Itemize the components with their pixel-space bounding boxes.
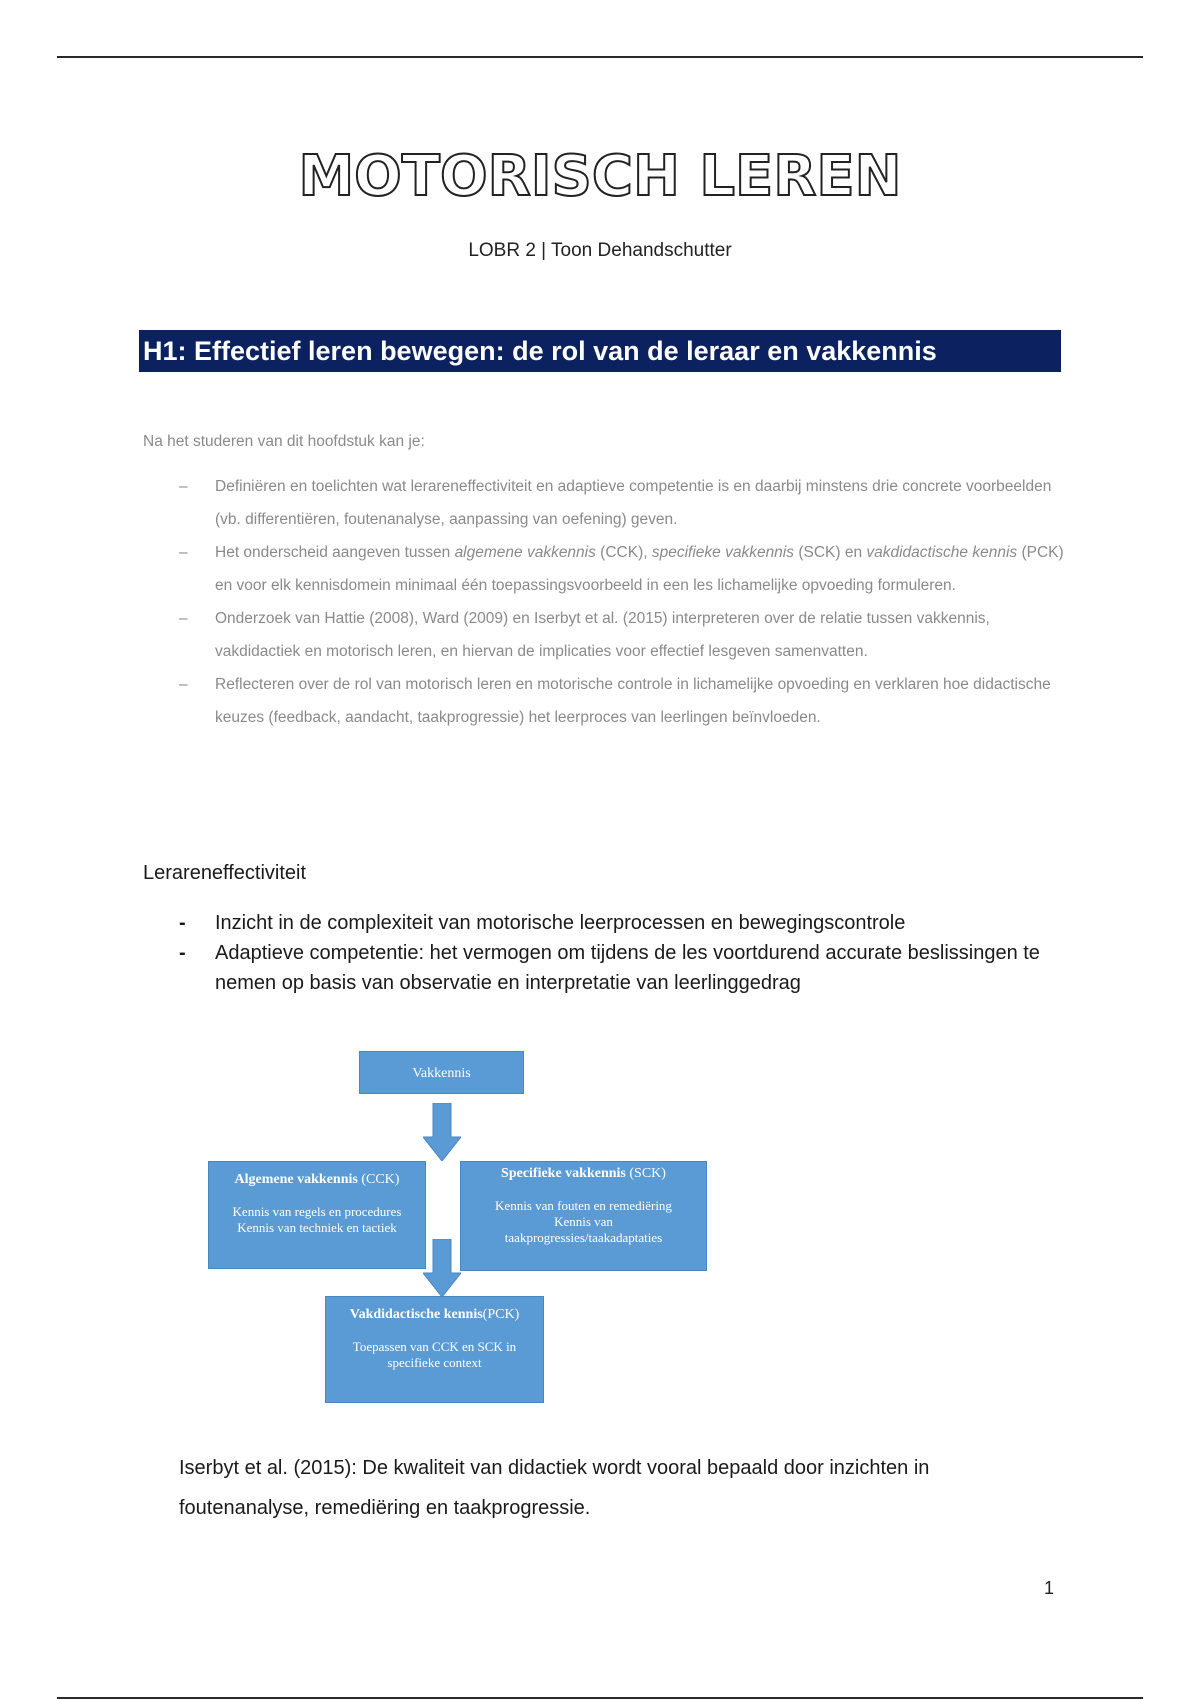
objective-emphasis: vakdidactische kennis bbox=[866, 544, 1018, 561]
top-rule bbox=[57, 56, 1143, 58]
objective-text: Reflecteren over de rol van motorisch leren en motorische controle in lichamelijke opvoeding en verklaren hoe didactische keuzes (feedback, aandacht, taakprogressie) het leerproces van leerlingen beïnvloeden. bbox=[215, 676, 1051, 726]
objectives-intro: Na het studeren van dit hoofdstuk kan je: bbox=[143, 433, 425, 450]
diagram-box-cck bbox=[208, 1161, 426, 1269]
down-arrow-icon bbox=[423, 1103, 461, 1161]
objective-emphasis: algemene vakkennis bbox=[454, 544, 596, 561]
document-title: MOTORISCH LEREN bbox=[298, 144, 902, 209]
list-item bbox=[143, 938, 1063, 998]
diagram-box-title: Specifieke vakkennis (SCK) bbox=[501, 1166, 666, 1181]
diagram-box-pck bbox=[325, 1296, 544, 1403]
objective-item bbox=[143, 668, 1073, 734]
objective-emphasis: specifieke vakkennis bbox=[651, 544, 795, 561]
diagram-box-vakkennis: Vakkennis bbox=[359, 1051, 524, 1094]
objective-item bbox=[143, 536, 1073, 602]
conclusion-line: Iserbyt et al. (2015): De kwaliteit van didactiek wordt vooral bepaald door inzichten in bbox=[179, 1457, 930, 1479]
list-item-text: Inzicht in de complexiteit van motorische leerprocessen en bewegingscontrole bbox=[215, 912, 906, 934]
objective-text: Definiëren en toelichten wat lerareneffectiviteit en adaptieve competentie is en daarbij minstens drie concrete voorbeelden (vb. differentiëren, foutenanalyse, aanpassing van oefening) geven. bbox=[215, 478, 1052, 528]
page-number: 1 bbox=[1044, 1578, 1055, 1598]
diagram-box-line: Kennis van techniek en tactiek bbox=[237, 1220, 397, 1235]
diagram-box-title: Vakdidactische kennis(PCK) bbox=[349, 1307, 520, 1322]
diagram-box-line: Toepassen van CCK en SCK in bbox=[352, 1339, 517, 1354]
section-list bbox=[143, 908, 1063, 998]
objective-text-part: (CCK), bbox=[595, 544, 652, 561]
objectives-list bbox=[143, 470, 1073, 734]
diagram-box-title: Algemene vakkennis (CCK) bbox=[234, 1172, 400, 1187]
list-item bbox=[143, 908, 1063, 938]
list-bullet: – bbox=[179, 544, 188, 561]
diagram-box-sck bbox=[460, 1161, 707, 1271]
conclusion-line: foutenanalyse, remediëring en taakprogressie. bbox=[179, 1497, 591, 1519]
list-bullet: – bbox=[179, 610, 188, 627]
list-bullet: - bbox=[179, 912, 186, 934]
objective-item bbox=[143, 470, 1073, 536]
bottom-rule bbox=[57, 1697, 1143, 1699]
diagram-box-line: Kennis van bbox=[554, 1214, 613, 1229]
objective-item bbox=[143, 602, 1073, 668]
section-heading: Lerareneffectiviteit bbox=[143, 862, 307, 884]
chapter-heading: H1: Effectief leren bewegen: de rol van de leraar en vakkennis bbox=[139, 330, 1061, 372]
objective-text: Onderzoek van Hattie (2008), Ward (2009) en Iserbyt et al. (2015) interpreteren over de relatie tussen vakkennis, vakdidactiek en motorisch leren, en hiervan de implicaties voor effectief lesgeven samenvatten. bbox=[215, 610, 990, 660]
list-bullet: - bbox=[179, 942, 186, 964]
diagram-box-line: Kennis van fouten en remediëring bbox=[495, 1198, 672, 1213]
objective-text-part: (SCK) en bbox=[794, 544, 867, 561]
list-bullet: – bbox=[179, 676, 188, 693]
objective-text-part: Het onderscheid aangeven tussen bbox=[215, 544, 455, 561]
document-subtitle: LOBR 2 | Toon Dehandschutter bbox=[468, 240, 732, 261]
objective-text-part: (PCK) en voor elk kennisdomein minimaal één toepassingsvoorbeeld in een les lichamelijke opvoeding formuleren. bbox=[215, 544, 1064, 594]
list-bullet: – bbox=[179, 478, 188, 495]
down-arrow-icon bbox=[423, 1239, 461, 1297]
diagram-box-line: taakprogressies/taakadaptaties bbox=[504, 1230, 663, 1245]
diagram-box-line: Kennis van regels en procedures bbox=[232, 1204, 402, 1219]
list-item-text: Adaptieve competentie: het vermogen om tijdens de les voortdurend accurate beslissingen te nemen op basis van observatie en interpretatie van leerlinggedrag bbox=[215, 942, 1040, 994]
diagram-box-line: specifieke context bbox=[387, 1355, 482, 1370]
